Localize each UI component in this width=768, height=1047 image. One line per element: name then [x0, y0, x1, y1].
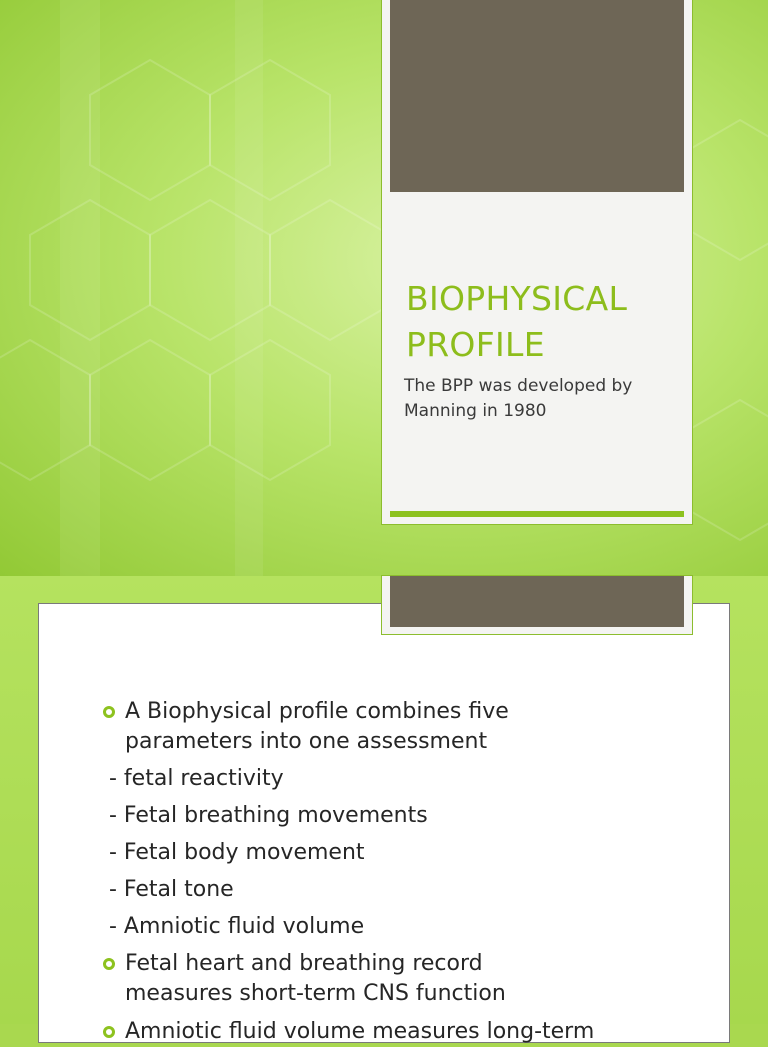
sub-item-4: - Fetal tone	[109, 877, 234, 902]
title-accent-bar	[390, 511, 684, 517]
sub-item-3: - Fetal body movement	[109, 840, 365, 865]
bullet-2-line-2: measures short-term CNS function	[125, 981, 506, 1006]
subtitle-line-2: Manning in 1980	[404, 401, 547, 421]
content-header-tab	[382, 576, 692, 634]
title-card-header-block	[390, 0, 684, 192]
bullet-3-line-1: Amniotic fluid volume measures long-term	[125, 1019, 595, 1044]
content-slide	[0, 576, 768, 1044]
slide-title-line-2: PROFILE	[406, 325, 545, 364]
content-header-block	[390, 576, 684, 627]
bullet-icon	[103, 706, 115, 718]
sub-item-1: - fetal reactivity	[109, 766, 284, 791]
title-card	[382, 0, 692, 524]
sub-item-5: - Amniotic fluid volume	[109, 914, 365, 939]
slide-subtitle	[404, 374, 684, 424]
bullet-1-line-2: parameters into one assessment	[125, 729, 488, 754]
bullet-icon	[103, 1026, 115, 1038]
bullet-1-line-1: A Biophysical profile combines five	[125, 699, 509, 724]
slide-title-line-1: BIOPHYSICAL	[406, 279, 628, 318]
bullet-icon	[103, 958, 115, 970]
sub-item-2: - Fetal breathing movements	[109, 803, 428, 828]
bullet-2-line-1: Fetal heart and breathing record	[125, 951, 483, 976]
slide-title	[406, 276, 686, 368]
subtitle-line-1: The BPP was developed by	[404, 376, 633, 396]
content-card	[38, 603, 730, 1043]
